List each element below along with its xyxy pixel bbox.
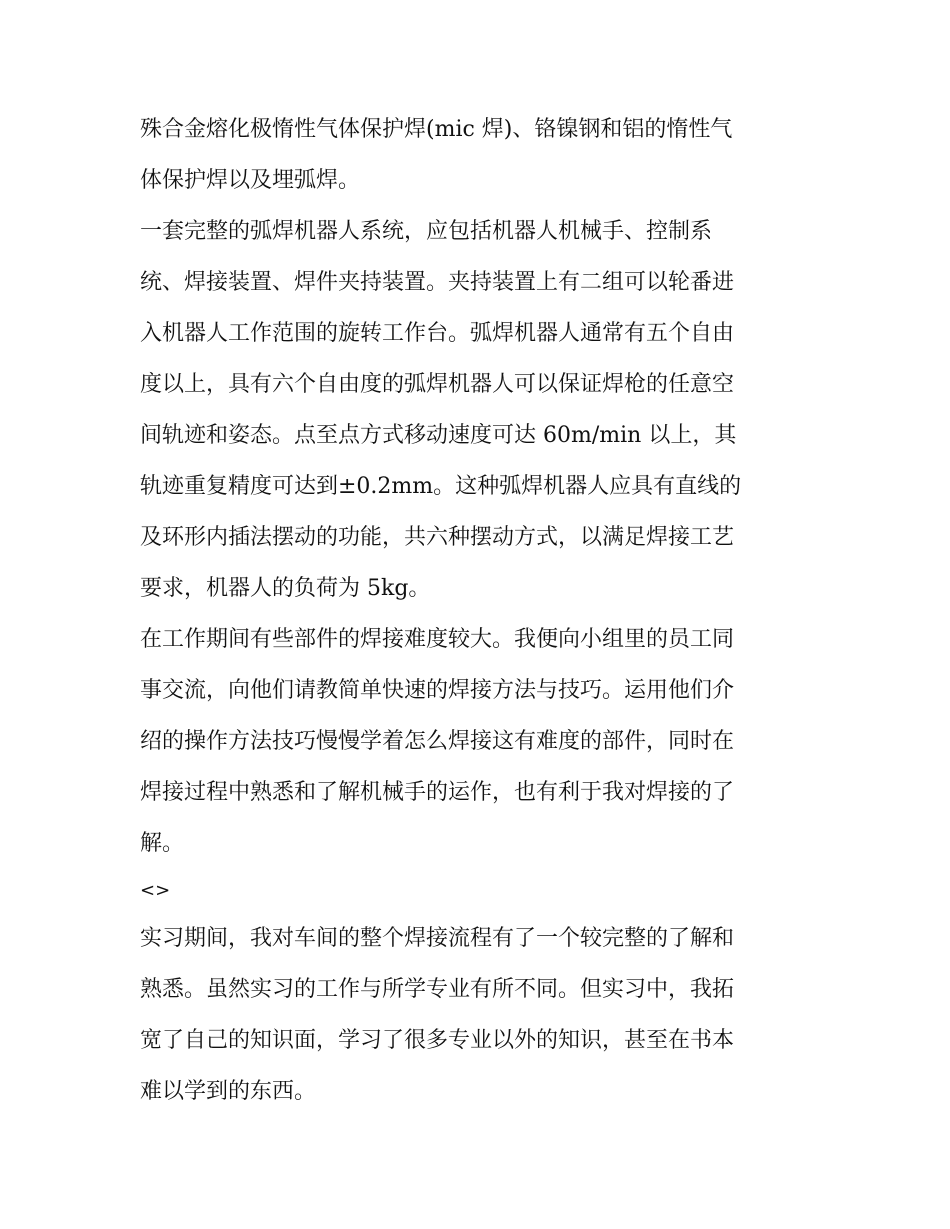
text-line: 焊接过程中熟悉和了解机械手的运作，也有利于我对焊接的了 [140, 780, 735, 805]
text-line: 轨迹重复精度可达到±0.2mm。这种弧焊机器人应具有直线的 [140, 474, 742, 499]
paragraph-welding-types [140, 104, 820, 206]
text-line: 宽了自己的知识面，学习了很多专业以外的知识，甚至在书本 [140, 1028, 735, 1053]
document-page [140, 104, 820, 1117]
text-line: 殊合金熔化极惰性气体保护焊(mic 焊)、铬镍钢和铝的惰性气 [140, 117, 733, 142]
text-line: 要求，机器人的负荷为 5kg。 [140, 576, 431, 601]
text-line: 难以学到的东西。 [140, 1079, 317, 1104]
paragraph-robot-system [140, 206, 820, 614]
text-line: 事交流，向他们请教简单快速的焊接方法与技巧。运用他们介 [140, 678, 735, 703]
paragraph-work-experience [140, 614, 820, 869]
text-line: 熟悉。虽然实习的工作与所学专业有所不同。但实习中，我拓 [140, 977, 735, 1002]
text-line: 体保护焊以及埋弧焊。 [140, 168, 361, 193]
text-line: 绍的操作方法技巧慢慢学着怎么焊接这有难度的部件，同时在 [140, 729, 735, 754]
text-line: 实习期间，我对车间的整个焊接流程有了一个较完整的了解和 [140, 926, 735, 951]
text-line: 统、焊接装置、焊件夹持装置。夹持装置上有二组可以轮番进 [140, 270, 735, 295]
text-line: 间轨迹和姿态。点至点方式移动速度可达 60m/min 以上，其 [140, 423, 737, 448]
text-line: 及环形内插法摆动的功能，共六种摆动方式，以满足焊接工艺 [140, 525, 735, 550]
text-line: 一套完整的弧焊机器人系统，应包括机器人机械手、控制系 [140, 219, 713, 244]
text-line: 度以上，具有六个自由度的弧焊机器人可以保证焊枪的任意空 [140, 372, 735, 397]
text-line: 解。 [140, 831, 185, 856]
paragraph-internship-summary [140, 913, 820, 1117]
text-line: 入机器人工作范围的旋转工作台。弧焊机器人通常有五个自由 [140, 321, 735, 346]
section-marker: <> [140, 880, 171, 901]
text-line: 在工作期间有些部件的焊接难度较大。我便向小组里的员工同 [140, 627, 735, 652]
